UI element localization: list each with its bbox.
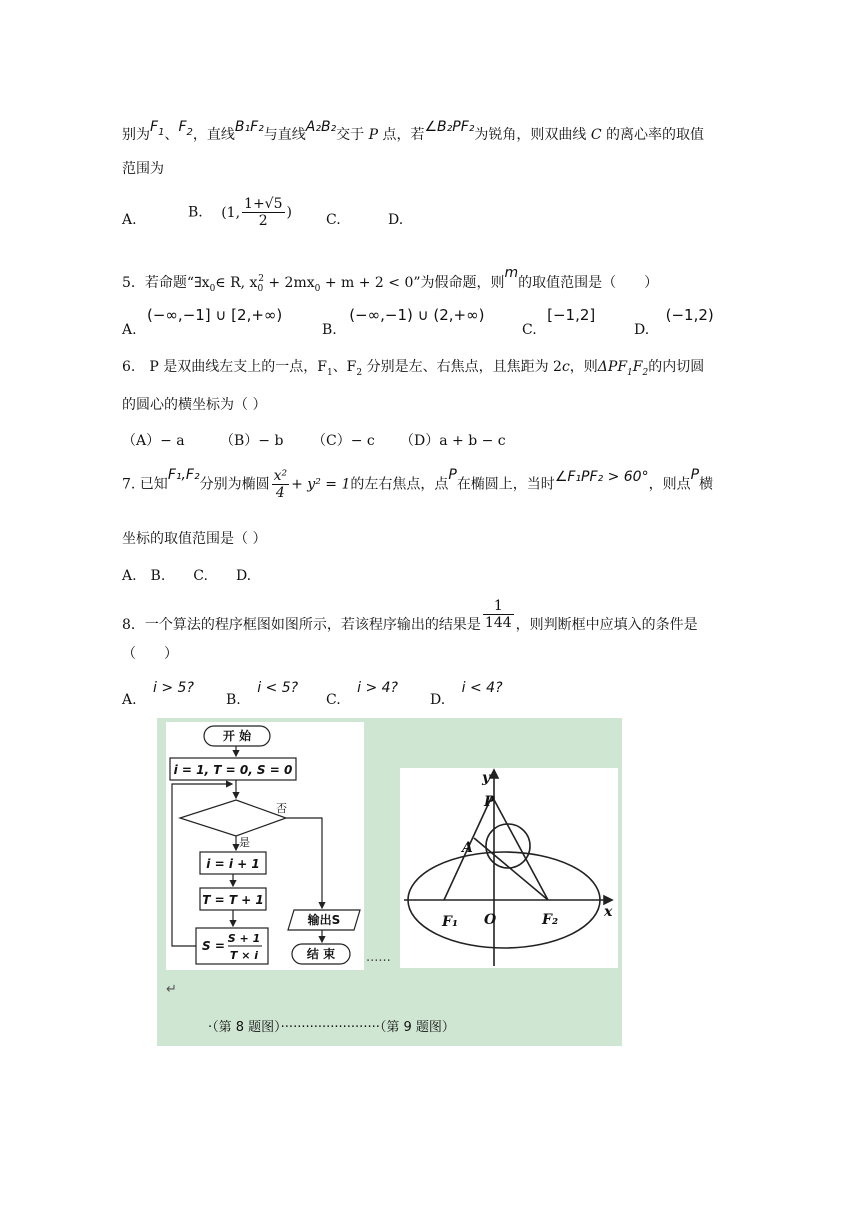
- q7-line1: 7. 已知F₁,F₂分别为椭圆 $\frac{\text{x²}}{4}$ + y² = 1的左右焦点，点P在椭圆上，当时∠F₁PF₂ > 60°，则点P横: [122, 466, 714, 502]
- q4-text: 别为: [122, 127, 150, 143]
- angle-symbol: ∠B₂PF₂: [424, 119, 475, 135]
- figure-captions: ·（第 8 题图）························（第 9 题图）: [208, 1020, 455, 1035]
- q4-text-d: 交于: [336, 127, 365, 143]
- f1f2-symbol: F₁,F₂: [167, 466, 200, 483]
- q6-option-b: （B）− b: [220, 433, 284, 449]
- q4-option-b-label: B.: [188, 204, 203, 221]
- q8-option-a: A. i > 5?: [122, 680, 194, 708]
- step1-label: i = i + 1: [206, 857, 260, 871]
- q4-option-b-post: ): [286, 204, 292, 221]
- incircle: [486, 824, 530, 868]
- q4-option-d: D.: [388, 212, 404, 228]
- q8-option-c: C. i > 4?: [326, 680, 398, 708]
- output-label: 输出S: [307, 913, 341, 927]
- q4-text-b: ，直线: [192, 127, 235, 143]
- f2-symbol: $F_2$: [178, 119, 193, 138]
- q5-stem: 5．若命题“$\exists x_0\in$ R, $x_0^2 + 2mx_0 + m + 2 < 0$”为假命题，则m的取值范围是（ ）: [122, 265, 659, 294]
- a-label: A: [462, 840, 473, 856]
- ellipse-figure: [400, 768, 618, 968]
- q8-line2: （ ）: [122, 646, 178, 662]
- flowchart-svg: [166, 722, 364, 970]
- no-label: 否: [276, 802, 287, 815]
- a2b2-symbol: A₂B₂: [305, 119, 337, 135]
- init-label: i = 1, T = 0, S = 0: [173, 763, 293, 777]
- q5-option-a: A. (−∞,−1] ∪ [2,+∞): [122, 306, 283, 338]
- q8-result-fraction: $\frac{1}{144}$: [484, 598, 512, 632]
- f1-label: F₁: [442, 914, 459, 930]
- q4-text-e: 点，若: [382, 127, 425, 143]
- c-symbol: C: [590, 127, 602, 143]
- decision-node: [180, 800, 286, 836]
- q5-option-d: D. (−1,2): [634, 306, 714, 338]
- line-af2: [474, 838, 548, 900]
- dotted-leader: ······: [366, 954, 391, 969]
- q4-option-b-fraction: $\frac{1+√5}{2}$: [244, 196, 283, 230]
- flowchart-figure: [166, 722, 364, 970]
- q6-line2: 的圆心的横坐标为（ ）: [122, 397, 267, 413]
- ellipse-svg: [400, 768, 618, 968]
- q4-option-b-pre: (1,: [221, 204, 241, 221]
- q8-line1: 8．一个算法的程序框图如图所示，若该程序输出的结果是 $\frac{1}{144}$ ，则判断框中应填入的条件是: [122, 598, 698, 633]
- q8-option-b: B. i < 5?: [226, 680, 299, 708]
- angle-f1pf2: ∠F₁PF₂ > 60°: [554, 468, 649, 485]
- q6-option-d: （D）a + b − c: [400, 433, 506, 449]
- p-symbol: P: [368, 127, 379, 143]
- q4-text-c: 与直线: [263, 127, 306, 143]
- q4-line1: [122, 119, 704, 146]
- q7-options: A. B. C. D.: [122, 568, 252, 584]
- q4-sep: 、: [164, 127, 179, 143]
- q6-option-a: （A）− a: [122, 433, 185, 449]
- step3-den: T × i: [229, 949, 259, 962]
- step3-num: S + 1: [227, 932, 261, 945]
- q5-option-b: B. (−∞,−1) ∪ (2,+∞): [322, 306, 485, 338]
- q7-line2: 坐标的取值范围是（ ）: [122, 531, 267, 547]
- q4-line2: 范围为: [122, 161, 164, 177]
- step2-label: T = T + 1: [202, 893, 264, 907]
- q6-line1: 6. P 是双曲线左支上的一点，$F_1$、$F_2$ 分别是左、右焦点，且焦距为 2c，则$\Delta PF_1F_2$的内切圆: [122, 359, 705, 378]
- f1-symbol: $F_1$: [150, 119, 165, 138]
- q4-text-f: 为锐角，则双曲线: [474, 127, 587, 143]
- start-label: 开 始: [222, 729, 252, 743]
- m-symbol: m: [504, 265, 519, 281]
- return-mark: ↵: [166, 982, 177, 997]
- end-label: 结 束: [306, 947, 336, 961]
- q4-option-a: A.: [122, 212, 137, 228]
- q7-ellipse-fraction: $\frac{\text{x²}}{4}$: [273, 468, 288, 502]
- b1f2-symbol: B₁F₂: [234, 119, 264, 135]
- q4-text-g: 的离心率的取值: [606, 127, 704, 143]
- x-label: x: [604, 904, 613, 920]
- q4-option-b: [188, 196, 292, 229]
- p-symbol-2: P: [448, 466, 457, 483]
- line-pf2: [492, 796, 548, 900]
- o-label: O: [484, 912, 497, 928]
- y-label: y: [482, 770, 491, 786]
- p-symbol-3: P: [690, 466, 700, 483]
- q6-option-c: （C）− c: [312, 433, 375, 449]
- step3-lhs: S =: [202, 939, 225, 953]
- q5-option-c: C. [−1,2]: [522, 306, 596, 338]
- p-label: P: [484, 794, 495, 810]
- yes-label: 是: [239, 836, 250, 849]
- q4-option-c: C.: [326, 212, 341, 228]
- q8-option-d: D. i < 4?: [430, 680, 503, 708]
- f2-label: F₂: [542, 912, 559, 928]
